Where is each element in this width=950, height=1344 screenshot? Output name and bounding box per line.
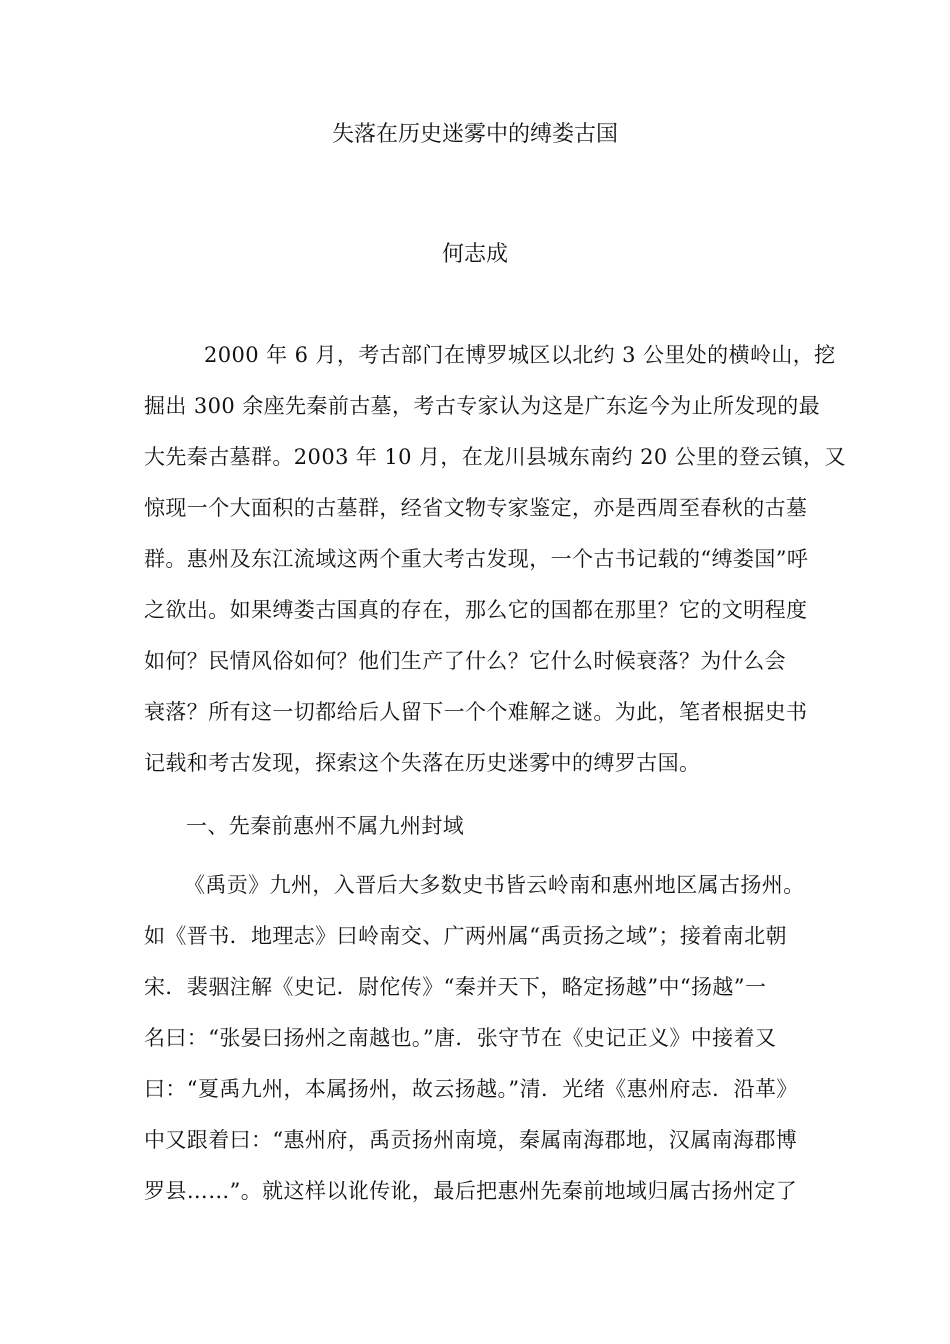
paragraph-section-one (144, 860, 810, 1217)
paragraph-line: 大先秦古墓群。2003 年 10 月，在龙川县城东南约 20 公里的登云镇，又 (144, 445, 846, 469)
paragraph-line: 如《晋书．地理志》曰岭南交、广两州属“禹贡扬之域”；接着南北朝 (144, 924, 787, 948)
paragraph-line: 记载和考古发现，探索这个失落在历史迷雾中的缚罗古国。 (144, 751, 701, 775)
paragraph-line: 曰：“夏禹九州，本属扬州，故云扬越。”清．光绪《惠州府志．沿革》 (144, 1077, 798, 1101)
paragraph-line: 名曰：“张晏曰扬州之南越也。”唐．张守节在《史记正义》中接着又 (144, 1026, 777, 1050)
paragraph-line: 2000 年 6 月，考古部门在博罗城区以北约 3 公里处的横岭山，挖 (204, 343, 836, 367)
section-heading (144, 801, 810, 852)
paragraph-line: 掘出 300 余座先秦前古墓，考古专家认为这是广东迄今为止所发现的最 (144, 394, 821, 418)
paragraph-line: 中又跟着曰：“惠州府，禹贡扬州南境，秦属南海郡地，汉属南海郡博 (144, 1128, 798, 1152)
paragraph-intro (144, 330, 846, 789)
paragraph-line: 之欲出。如果缚娄古国真的存在，那么它的国都在那里？它的文明程度 (144, 598, 808, 622)
document-author: 何志成 (441, 242, 508, 267)
section-heading-text: 一、先秦前惠州不属九州封域 (186, 814, 465, 838)
paragraph-line: 惊现一个大面积的古墓群，经省文物专家鉴定，亦是西周至春秋的古墓 (144, 496, 808, 520)
paragraph-line: 衰落？所有这一切都给后人留下一个个难解之谜。为此，笔者根据史书 (144, 700, 808, 724)
paragraph-line: 罗县……”。就这样以讹传讹，最后把惠州先秦前地域归属古扬州定了 (144, 1179, 798, 1203)
paragraph-line: 宋．裴骃注解《史记．尉佗传》“秦并天下，略定扬越”中“扬越”一 (144, 975, 767, 999)
paragraph-line: 群。惠州及东江流域这两个重大考古发现，一个古书记载的“缚娄国”呼 (144, 547, 809, 571)
document-title: 失落在历史迷雾中的缚娄古国 (331, 122, 618, 147)
paragraph-line: 如何？民情风俗如何？他们生产了什么？它什么时候衰落？为什么会 (144, 649, 786, 673)
paragraph-line: 《禹贡》九州，入晋后大多数史书皆云岭南和惠州地区属古扬州。 (184, 873, 805, 897)
